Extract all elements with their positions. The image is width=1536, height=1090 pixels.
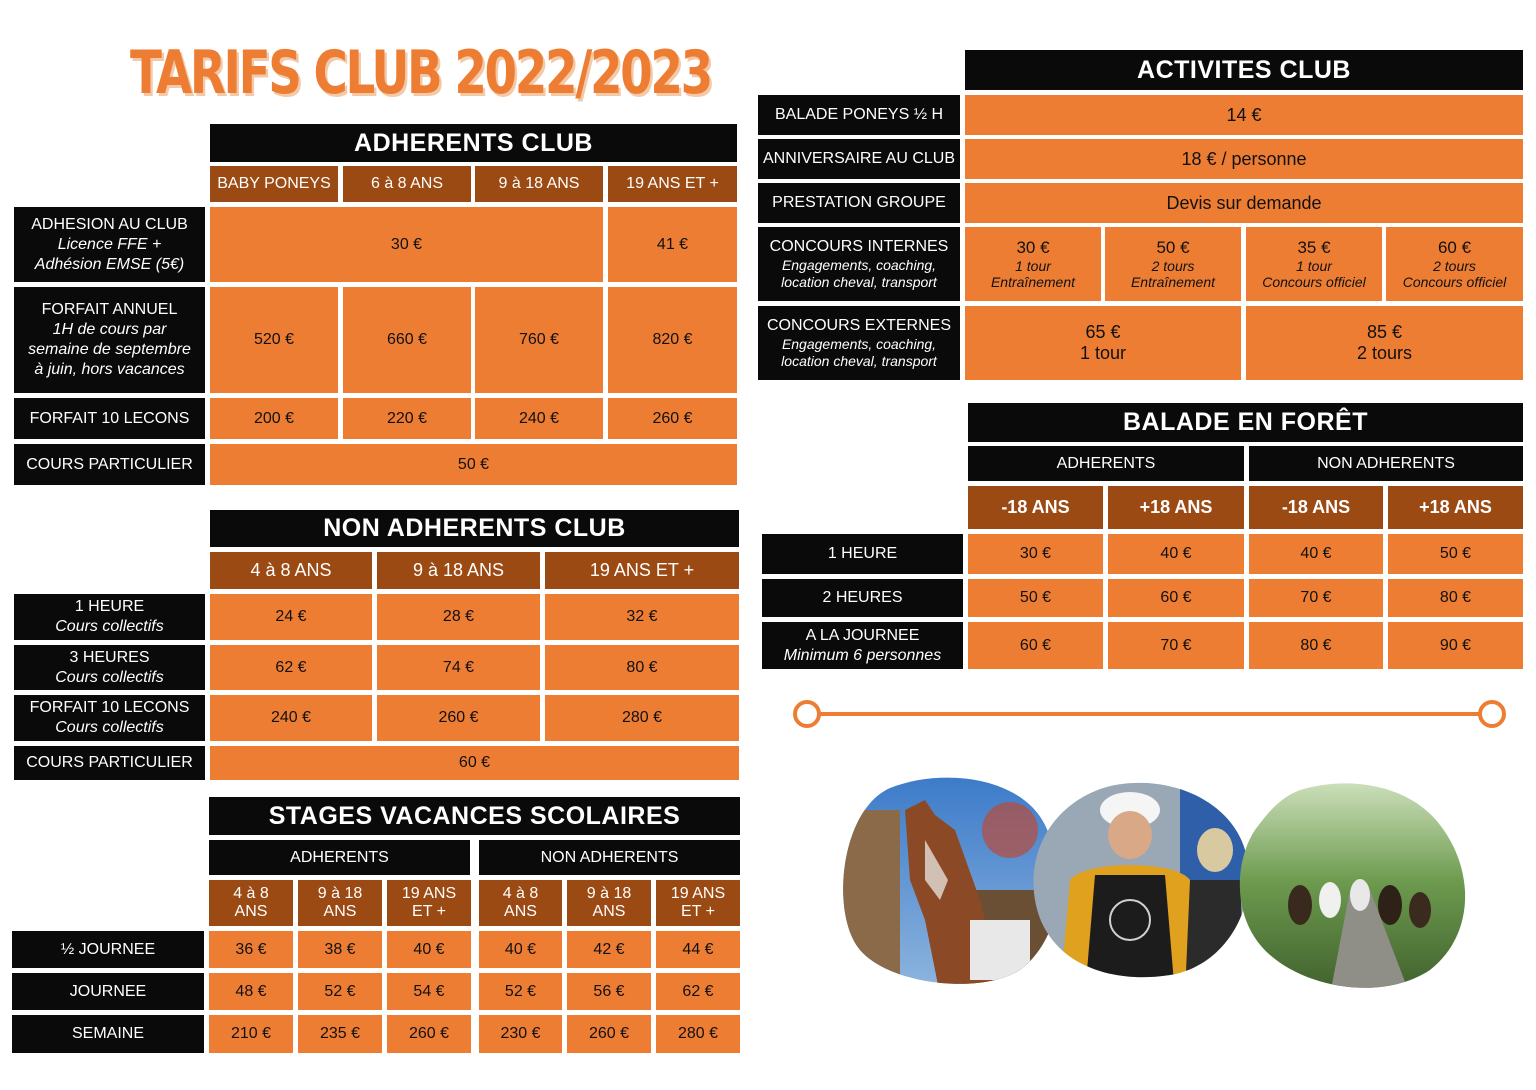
price: 35 € bbox=[1297, 238, 1331, 258]
note: 2 tours bbox=[1356, 343, 1413, 363]
adherents-club-header: ADHERENTS CLUB bbox=[210, 124, 737, 162]
adhesion-price: 41 € bbox=[608, 207, 737, 282]
concours-internes-label bbox=[758, 227, 960, 301]
adherents-col-header: 9 à 18 ANS bbox=[475, 166, 603, 202]
note: 2 tours bbox=[1433, 257, 1476, 274]
stages-price: 280 € bbox=[656, 1015, 740, 1053]
concours-externes-price bbox=[1246, 306, 1523, 380]
foret-price: 60 € bbox=[968, 622, 1103, 669]
non-adherents-price: 62 € bbox=[210, 645, 372, 690]
label-line: CONCOURS INTERNES bbox=[769, 237, 949, 255]
forfait-10-lecons-label: FORFAIT 10 LECONS bbox=[14, 398, 205, 439]
note: Entraînement bbox=[1130, 273, 1216, 290]
price: 85 € bbox=[1366, 322, 1403, 343]
cours-particulier-label: COURS PARTICULIER bbox=[14, 746, 205, 780]
adhesion-label bbox=[14, 207, 205, 282]
concours-externes-price bbox=[965, 306, 1241, 380]
foret-price: 70 € bbox=[1108, 622, 1244, 669]
non-adherents-price: 28 € bbox=[377, 594, 540, 640]
concours-internes-price bbox=[1246, 227, 1382, 301]
stages-col-header bbox=[298, 880, 382, 926]
stages-price: 38 € bbox=[298, 931, 382, 968]
stages-price: 260 € bbox=[567, 1015, 651, 1053]
page-title: TARIFS CLUB 2022/2023 bbox=[130, 38, 711, 108]
prestation-groupe-price: Devis sur demande bbox=[965, 183, 1523, 223]
foret-col-header: -18 ANS bbox=[968, 486, 1103, 529]
non-adherents-row-label bbox=[14, 645, 205, 690]
stages-price: 230 € bbox=[479, 1015, 562, 1053]
col-line: ET + bbox=[412, 903, 446, 920]
stages-col-header bbox=[656, 880, 740, 926]
adhesion-label-note: Adhésion EMSE (5€) bbox=[34, 255, 185, 273]
activites-club-header: ACTIVITES CLUB bbox=[965, 50, 1523, 90]
stages-price: 52 € bbox=[298, 973, 382, 1010]
foret-group-header: NON ADHERENTS bbox=[1249, 446, 1523, 481]
price: 50 € bbox=[1156, 238, 1190, 258]
forfait-annuel-note: à juin, hors vacances bbox=[34, 361, 185, 378]
forfait-annuel-note: 1H de cours par bbox=[52, 321, 167, 338]
stages-col-header bbox=[567, 880, 651, 926]
adhesion-price: 30 € bbox=[210, 207, 603, 282]
note: 1 tour bbox=[1079, 343, 1127, 363]
col-line: 19 ANS bbox=[401, 884, 457, 902]
photo-collage bbox=[830, 770, 1490, 995]
label-note: Engagements, coaching, bbox=[781, 335, 937, 352]
label-note: location cheval, transport bbox=[781, 353, 937, 369]
col-line: ANS bbox=[504, 903, 537, 920]
foret-price: 60 € bbox=[1108, 579, 1244, 617]
foret-price: 90 € bbox=[1388, 622, 1523, 669]
row-label-line: 3 HEURES bbox=[69, 648, 150, 666]
forfait-10-lecons-price: 200 € bbox=[210, 398, 338, 439]
stages-price: 235 € bbox=[298, 1015, 382, 1053]
price: 30 € bbox=[1016, 238, 1050, 258]
non-adherents-price: 74 € bbox=[377, 645, 540, 690]
foret-col-header: +18 ANS bbox=[1388, 486, 1523, 529]
foret-price: 80 € bbox=[1388, 579, 1523, 617]
prestation-groupe-label: PRESTATION GROUPE bbox=[758, 183, 960, 223]
stages-price: 48 € bbox=[209, 973, 293, 1010]
stages-price: 62 € bbox=[656, 973, 740, 1010]
concours-internes-price bbox=[965, 227, 1101, 301]
adherents-col-header: BABY PONEYS bbox=[210, 166, 338, 202]
decorative-divider bbox=[780, 695, 1520, 735]
stages-header: STAGES VACANCES SCOLAIRES bbox=[209, 797, 740, 835]
stages-row-label: ½ JOURNEE bbox=[12, 931, 204, 968]
people-photo bbox=[1030, 770, 1260, 995]
concours-internes-price bbox=[1105, 227, 1241, 301]
anniversaire-label: ANNIVERSAIRE AU CLUB bbox=[758, 139, 960, 179]
non-adherents-row-label bbox=[14, 695, 205, 741]
balade-foret-header: BALADE EN FORÊT bbox=[968, 403, 1523, 442]
concours-internes-price bbox=[1386, 227, 1523, 301]
stages-price: 42 € bbox=[567, 931, 651, 968]
non-adherents-price: 280 € bbox=[545, 695, 739, 741]
note: Concours officiel bbox=[1402, 273, 1507, 290]
non-adherents-price: 260 € bbox=[377, 695, 540, 741]
foret-col-header: +18 ANS bbox=[1108, 486, 1244, 529]
forfait-10-lecons-price: 240 € bbox=[475, 398, 603, 439]
non-adherents-price: 32 € bbox=[545, 594, 739, 640]
forfait-10-lecons-price: 220 € bbox=[343, 398, 471, 439]
note: Concours officiel bbox=[1262, 273, 1366, 290]
stages-col-header bbox=[479, 880, 562, 926]
non-adherents-club-header: NON ADHERENTS CLUB bbox=[210, 510, 739, 547]
cours-particulier-price: 60 € bbox=[210, 746, 739, 780]
balade-poneys-price: 14 € bbox=[965, 95, 1523, 135]
stages-group-header: ADHERENTS bbox=[209, 840, 470, 875]
stages-price: 54 € bbox=[387, 973, 471, 1010]
concours-externes-label bbox=[758, 306, 960, 380]
forfait-annuel-price: 660 € bbox=[343, 287, 471, 393]
note: 1 tour bbox=[1296, 257, 1332, 274]
cours-particulier-price: 50 € bbox=[210, 444, 737, 485]
non-adherents-col-header: 19 ANS ET + bbox=[545, 552, 739, 589]
price: 65 € bbox=[1085, 322, 1121, 343]
divider-right-circle bbox=[1480, 702, 1504, 726]
forest-ride-photo bbox=[1230, 770, 1490, 995]
foret-price: 50 € bbox=[1388, 534, 1523, 574]
adherents-col-header: 6 à 8 ANS bbox=[343, 166, 471, 202]
forfait-10-lecons-price: 260 € bbox=[608, 398, 737, 439]
foret-price: 70 € bbox=[1249, 579, 1383, 617]
non-adherents-price: 80 € bbox=[545, 645, 739, 690]
non-adherents-price: 24 € bbox=[210, 594, 372, 640]
foret-price: 40 € bbox=[1249, 534, 1383, 574]
foret-row-label: 2 HEURES bbox=[762, 579, 963, 617]
col-line: ET + bbox=[681, 903, 715, 920]
note: 2 tours bbox=[1151, 257, 1195, 274]
col-line: ANS bbox=[323, 903, 357, 920]
cours-particulier-label: COURS PARTICULIER bbox=[14, 444, 205, 485]
adhesion-label-note: Licence FFE + bbox=[57, 235, 162, 253]
foret-price: 80 € bbox=[1249, 622, 1383, 669]
stages-price: 36 € bbox=[209, 931, 293, 968]
foret-price: 40 € bbox=[1108, 534, 1244, 574]
balade-poneys-label: BALADE PONEYS ½ H bbox=[758, 95, 960, 135]
non-adherents-col-header: 4 à 8 ANS bbox=[210, 552, 372, 589]
forfait-annuel-line: FORFAIT ANNUEL bbox=[41, 301, 178, 318]
stages-price: 260 € bbox=[387, 1015, 471, 1053]
stages-price: 40 € bbox=[387, 931, 471, 968]
foret-price: 30 € bbox=[968, 534, 1103, 574]
foret-price: 50 € bbox=[968, 579, 1103, 617]
label-note: location cheval, transport bbox=[781, 274, 937, 290]
label-note: Minimum 6 personnes bbox=[783, 646, 942, 664]
foret-row-label: 1 HEURE bbox=[762, 534, 963, 574]
adherents-col-header: 19 ANS ET + bbox=[608, 166, 737, 202]
forfait-annuel-label bbox=[14, 287, 205, 393]
foret-col-header: -18 ANS bbox=[1249, 486, 1383, 529]
forfait-annuel-note: semaine de septembre bbox=[28, 341, 191, 358]
col-line: 4 à 8 bbox=[502, 884, 539, 902]
label-line: A LA JOURNEE bbox=[805, 626, 920, 644]
label-line: CONCOURS EXTERNES bbox=[766, 316, 952, 334]
stages-price: 210 € bbox=[209, 1015, 293, 1053]
col-line: 4 à 8 bbox=[233, 884, 269, 902]
stages-price: 56 € bbox=[567, 973, 651, 1010]
row-label-line: FORFAIT 10 LECONS bbox=[29, 699, 190, 716]
non-adherents-row-label bbox=[14, 594, 205, 640]
stages-col-header bbox=[209, 880, 293, 926]
row-label-line: 1 HEURE bbox=[74, 598, 145, 615]
stages-row-label: JOURNEE bbox=[12, 973, 204, 1010]
stages-row-label: SEMAINE bbox=[12, 1015, 204, 1053]
note: Entraînement bbox=[990, 273, 1076, 290]
label-note: Engagements, coaching, bbox=[781, 256, 937, 273]
forfait-annuel-price: 760 € bbox=[475, 287, 603, 393]
stages-col-header bbox=[387, 880, 471, 926]
stages-price: 44 € bbox=[656, 931, 740, 968]
col-line: ANS bbox=[234, 903, 268, 920]
row-label-note: Cours collectifs bbox=[55, 719, 164, 736]
col-line: 9 à 18 bbox=[586, 884, 632, 902]
row-label-note: Cours collectifs bbox=[55, 618, 164, 635]
divider-left-circle bbox=[795, 702, 819, 726]
adhesion-label-line: ADHESION AU CLUB bbox=[31, 215, 188, 233]
col-line: ANS bbox=[592, 903, 626, 920]
forfait-annuel-price: 520 € bbox=[210, 287, 338, 393]
stages-price: 40 € bbox=[479, 931, 562, 968]
non-adherents-col-header: 9 à 18 ANS bbox=[377, 552, 540, 589]
anniversaire-price: 18 € / personne bbox=[965, 139, 1523, 179]
forfait-annuel-price: 820 € bbox=[608, 287, 737, 393]
foret-row-label bbox=[762, 622, 963, 669]
col-line: 9 à 18 bbox=[317, 884, 363, 902]
note: 1 tour bbox=[1015, 257, 1051, 274]
col-line: 19 ANS bbox=[670, 884, 726, 902]
row-label-note: Cours collectifs bbox=[55, 668, 164, 686]
stages-price: 52 € bbox=[479, 973, 562, 1010]
price: 60 € bbox=[1437, 238, 1472, 258]
non-adherents-price: 240 € bbox=[210, 695, 372, 741]
foret-group-header: ADHERENTS bbox=[968, 446, 1244, 481]
stages-group-header: NON ADHERENTS bbox=[479, 840, 740, 875]
